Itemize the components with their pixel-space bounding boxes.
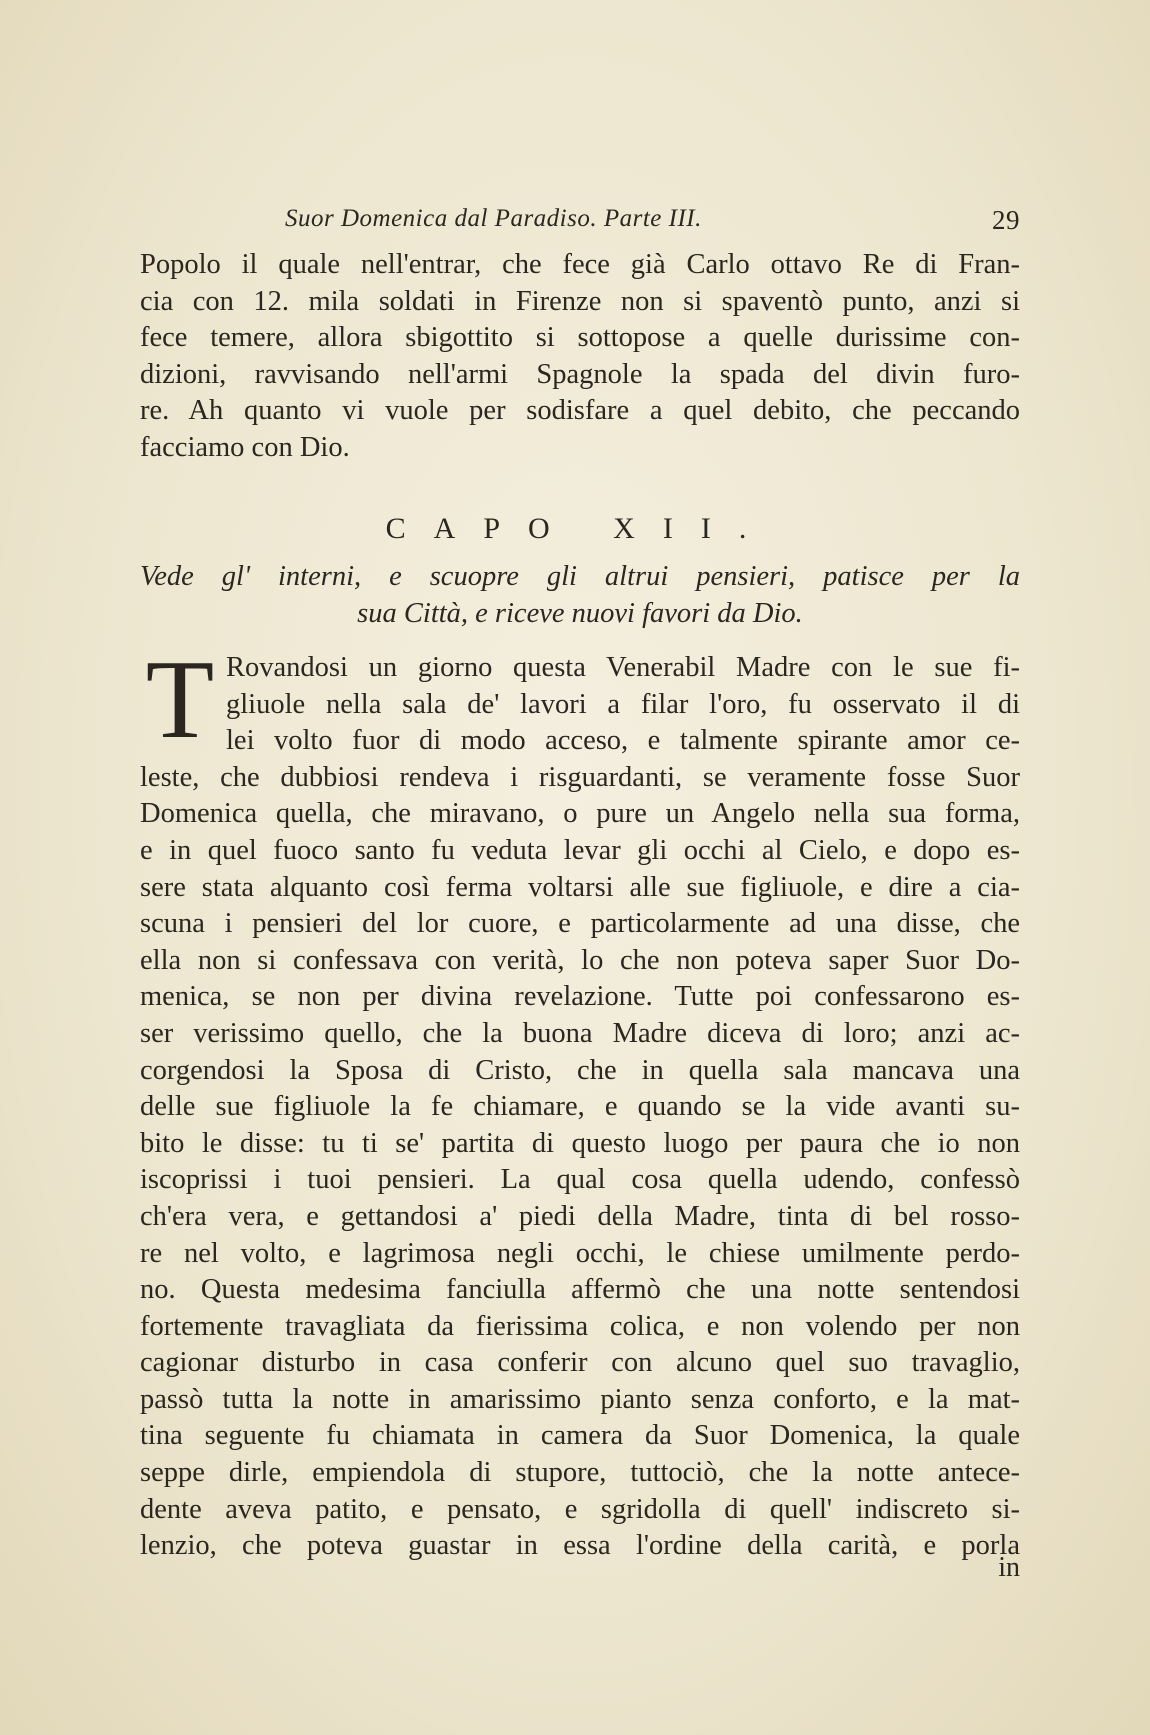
text-line: corgendosi la Sposa di Cristo, che in quella sala mancava una	[140, 1054, 1020, 1086]
chapter-subtitle	[140, 558, 1020, 631]
top-paragraph	[140, 247, 1020, 467]
text-line: ch'era vera, e gettandosi a' piedi della Madre, tinta di bel rosso-	[140, 1200, 1020, 1232]
text-line: passò tutta la notte in amarissimo pianto senza conforto, e la mat-	[140, 1383, 1020, 1415]
text-line: sere stata alquanto così ferma voltarsi alle sue figliuole, e dire a cia-	[140, 871, 1020, 903]
text-line: delle sue figliuole la fe chiamare, e quando se la vide avanti su-	[140, 1091, 1020, 1123]
text-line: gliuole nella sala de' lavori a filar l'oro, fu osservato il di	[226, 688, 1020, 720]
text-line: menica, se non per divina revelazione. Tutte poi confessarono es-	[140, 981, 1020, 1013]
text-line: dizioni, ravvisando nell'armi Spagnole la spada del divin furo-	[140, 358, 1020, 390]
text-line: leste, che dubbiosi rendeva i risguardanti, se veramente fosse Suor	[140, 761, 1020, 793]
text-line: iscoprissi i tuoi pensieri. La qual cosa quella udendo, confessò	[140, 1164, 1020, 1196]
text-line: cia con 12. mila soldati in Firenze non si spaventò punto, anzi si	[140, 285, 1020, 317]
text-line: Popolo il quale nell'entrar, che fece già Carlo ottavo Re di Fran-	[140, 249, 1020, 280]
text-line: ella non si confessava con verità, lo che non poteva saper Suor Do-	[140, 944, 1020, 976]
body-paragraph	[140, 638, 1020, 1565]
text-line: no. Questa medesima fanciulla affermò che una notte sentendosi	[140, 1274, 1020, 1306]
subtitle-line: sua Città, e riceve nuovi favori da Dio.	[357, 597, 803, 629]
text-line: re. Ah quanto vi vuole per sodisfare a quel debito, che peccando	[140, 395, 1020, 427]
drop-cap: T	[145, 638, 215, 762]
text-line: seppe dirle, empiendola di stupore, tuttociò, che la notte antece-	[140, 1457, 1020, 1489]
text-line: e in quel fuoco santo fu veduta levar gli occhi al Cielo, e dopo es-	[140, 834, 1020, 866]
text-line: dente aveva patito, e pensato, e sgridolla di quell' indiscreto si-	[140, 1493, 1020, 1525]
catchword: in	[998, 1552, 1020, 1583]
text-line: fece temere, allora sbigottito si sottopose a quelle durissime con-	[140, 322, 1020, 354]
text-line: cagionar disturbo in casa conferir con alcuno quel suo travaglio,	[140, 1347, 1020, 1379]
text-line: tina seguente fu chiamata in camera da Suor Domenica, la quale	[140, 1420, 1020, 1452]
text-line: lenzio, che poteva guastar in essa l'ordine della carità, e porla	[140, 1530, 1020, 1562]
text-line: Rovandosi un giorno questa Venerabil Madre con le sue fi-	[226, 652, 1020, 683]
page-number: 29	[992, 205, 1020, 235]
subtitle-line: Vede gl' interni, e scuopre gli altrui pensieri, patisce per la	[140, 561, 1020, 592]
running-title: Suor Domenica dal Paradiso. Parte III.	[285, 205, 702, 232]
text-line: Domenica quella, che miravano, o pure un Angelo nella sua forma,	[140, 798, 1020, 830]
text-line: fortemente travagliata da fierissima colica, e non volendo per non	[140, 1310, 1020, 1342]
text-line: ser verissimo quello, che la buona Madre diceva di loro; anzi ac-	[140, 1017, 1020, 1049]
text-line: scuna i pensieri del lor cuore, e particolarmente ad una disse, che	[140, 908, 1020, 940]
text-line: facciamo con Dio.	[140, 431, 350, 463]
text-line: re nel volto, e lagrimosa negli occhi, le chiese umilmente perdo-	[140, 1237, 1020, 1269]
text-line: bito le disse: tu ti se' partita di questo luogo per paura che io non	[140, 1127, 1020, 1159]
text-line: lei volto fuor di modo acceso, e talmente spirante amor ce-	[226, 725, 1020, 757]
chapter-heading: CAPO XII.	[385, 512, 775, 545]
